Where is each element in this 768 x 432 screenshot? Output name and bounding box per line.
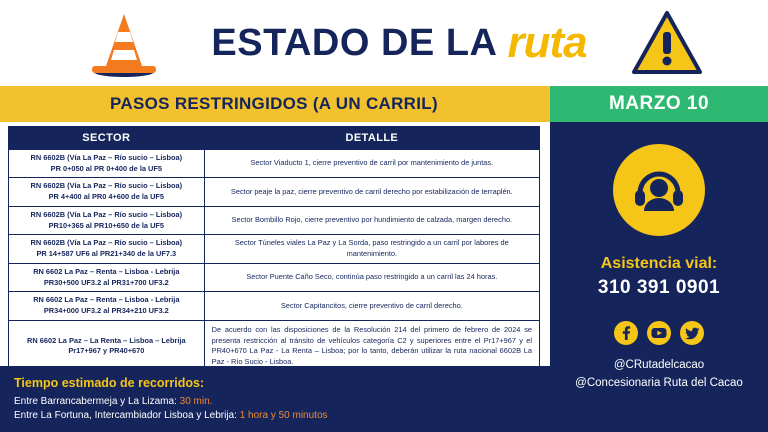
cell-sector: RN 6602B (Vía La Paz – Río sucio – Lisboa) PR 4+400 al PR0 4+600 de la UF5	[9, 178, 205, 206]
footer-line-2-prefix: Entre La Fortuna, Intercambiador Lisboa y Lebrija:	[14, 410, 240, 421]
table-row	[9, 292, 540, 320]
footer-line-2	[14, 410, 536, 421]
title-estado: ESTADO DE LA	[211, 21, 498, 64]
table-row	[9, 150, 540, 178]
header	[0, 0, 768, 86]
column-header-sector: SECTOR	[9, 127, 205, 150]
cell-sector: RN 6602 La Paz – Renta – Lisboa - Lebrija PR34+000 UF3.2 al PR34+210 UF3.2	[9, 292, 205, 320]
date-band	[550, 86, 768, 122]
footer-line-2-value: 1 hora y 50 minutos	[239, 410, 328, 421]
handle-2: @Concesionaria Ruta del Cacao	[575, 377, 743, 389]
table-row	[9, 235, 540, 263]
footer-line-1	[14, 396, 536, 407]
title-block	[211, 18, 586, 68]
social-links	[614, 321, 704, 345]
footer-times	[0, 366, 550, 432]
table-row	[9, 178, 540, 206]
cell-detalle: Sector Viaducto 1, cierre preventivo de carril por mantenimiento de juntas.	[204, 150, 539, 178]
cell-detalle: De acuerdo con las disposiciones de la Resolución 214 del primero de febrero de 2024 se presenta restricción al tránsito de vehículos categoría C2 y superiores entre el Pr17+967 y el PR40+670 La Paz - La Renta – Lisboa; por lo tanto, deberán utilizar la ruta nacional 6602B La Paz - Río Sucio - Lisboa.	[204, 320, 539, 372]
footer-line-1-prefix: Entre Barrancabermeja y La Lizama:	[14, 396, 180, 407]
warning-triangle-icon	[632, 10, 702, 76]
youtube-icon[interactable]	[647, 321, 671, 345]
cell-sector: RN 6602B (Vía La Paz – Río sucio – Lisboa) PR10+365 al PR10+650 de la UF5	[9, 206, 205, 234]
headset-agent-icon	[613, 144, 705, 236]
table-row	[9, 206, 540, 234]
handle-1: @CRutadelcacao	[613, 359, 705, 372]
footer-line-1-value: 30 min.	[179, 396, 213, 407]
assistance-label: Asistencia vial:	[600, 255, 718, 272]
footer-title: Tiempo estimado de recorridos:	[14, 376, 205, 390]
table-header-row	[9, 127, 540, 150]
social-handles	[575, 357, 743, 393]
column-header-detalle: DETALLE	[204, 127, 539, 150]
cell-sector: RN 6602B (Vía La Paz – Río sucio – Lisboa) PR 0+050 al PR 0+400 de la UF5	[9, 150, 205, 178]
table-row	[9, 320, 540, 372]
cell-sector: RN 6602B (Vía La Paz – Río sucio – Lisboa) PR 14+587 UF6 al PR21+340 de la UF7.3	[9, 235, 205, 263]
twitter-icon[interactable]	[680, 321, 704, 345]
cell-detalle: Sector peaje la paz, cierre preventivo de carril derecho por estabilización de terraplén.	[204, 178, 539, 206]
cell-detalle: Sector Túneles viales La Paz y La Sorda, paso restringido a un carril por labores de mantenimiento.	[204, 235, 539, 263]
table-body	[9, 150, 540, 373]
date-text: MARZO 10	[608, 93, 710, 114]
cell-detalle: Sector Puente Caño Seco, continúa paso restringido a un carril las 24 horas.	[204, 263, 539, 291]
assistance-panel	[550, 122, 768, 432]
assistance-phone[interactable]: 310 391 0901	[597, 277, 721, 299]
cell-detalle: Sector Bombillo Rojo, cierre preventivo por hundimiento de calzada, margen derecho.	[204, 206, 539, 234]
cell-sector: RN 6602 La Paz – Renta – Lisboa - Lebrija PR30+500 UF3.2 al PR31+700 UF3.2	[9, 263, 205, 291]
cell-detalle: Sector Capitancitos, cierre preventivo de carril derecho.	[204, 292, 539, 320]
subtitle-text: PASOS RESTRINGIDOS (A UN CARRIL)	[110, 94, 438, 113]
title-ruta: ruta	[507, 18, 587, 67]
table-row	[9, 263, 540, 291]
restrictions-table	[8, 126, 540, 373]
cell-sector: RN 6602 La Paz – La Renta – Lisboa – Lebrija Pr17+967 y PR40+670	[9, 320, 205, 372]
facebook-icon[interactable]	[614, 321, 638, 345]
traffic-cone-icon	[88, 8, 160, 80]
